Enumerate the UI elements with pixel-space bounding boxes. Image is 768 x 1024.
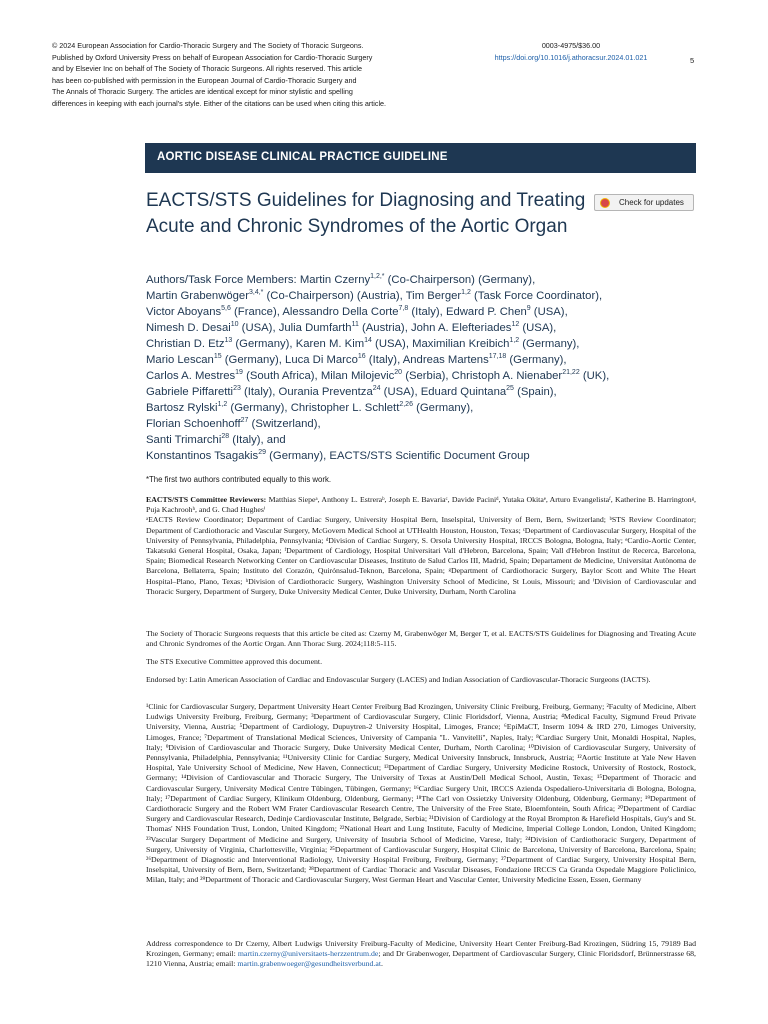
authors-group: EACTS/STS Scientific Document Group: [329, 450, 530, 462]
author-role: (Germany): [266, 450, 324, 462]
author-role: (Germany): [227, 402, 285, 414]
author-name: Julia Dumfarth: [278, 322, 352, 334]
author-affiliation-marker: 13: [224, 337, 233, 345]
author-entry: [279, 322, 405, 334]
author-role: (Switzerland): [248, 418, 318, 430]
crossmark-icon: [600, 198, 610, 208]
author-affiliation-marker: 11: [351, 321, 359, 329]
email-link-czerny[interactable]: martin.czerny@universitaets-herzzentrum.de: [237, 949, 379, 959]
citation-request: The Society of Thoracic Surgeons requests that this article be cited as: Czerny M, Grabenwöger M, Berger T, et al. EACTS/STS Guidelines for Diagnosing and Treating Acute and Chronic Syndromes of the Aortic Organ. Ann Thorac Surg. 2024;118:5-115.: [146, 629, 696, 649]
author-name: Florian Schoenhoff: [146, 418, 241, 430]
author-name: Ourania Preventza: [278, 386, 373, 398]
email-link-grabenwoger[interactable]: martin.grabenwoeger@gesundheitsverbund.at: [237, 959, 382, 969]
author-entry: [452, 370, 606, 382]
author-affiliation-marker: 2,26: [399, 401, 413, 409]
correspondence-text-2: ; and Dr Grabenwoger, Department of Cardiovascular Surgery, Clinic Floridsdorf, Brünnerstrasse 68, 1210 Vienna, Austria; email:: [146, 949, 696, 969]
author-role: (Serbia): [402, 370, 446, 382]
author-name: Nimesh D. Desai: [146, 322, 231, 334]
copyright-line: Published by Oxford University Press on behalf of European Association for Cardio-Thoracic Surgery: [52, 52, 373, 62]
section-banner: [145, 143, 696, 173]
author-entry: [146, 322, 272, 334]
author-role: (USA): [530, 306, 565, 318]
author-name: Gabriele Piffaretti: [146, 386, 234, 398]
author-entry: [146, 386, 272, 398]
author-name: Alessandro Della Corte: [282, 306, 399, 318]
author-name: Martin Grabenwöger: [146, 290, 249, 302]
author-affiliation-marker: 28: [221, 433, 230, 441]
issn-price: 0003-4975/$36.00: [541, 41, 601, 50]
correspondence-text: Address correspondence to Dr Czerny, Albert Ludwigs University Freiburg-Faculty of Medicine, University Heart Center Freiburg-Bad Krozingen, Südring 15, 79189 Bad Krozingen, Germany; email:: [146, 939, 696, 959]
author-affiliation-marker: 24: [372, 385, 381, 393]
author-affiliation-marker: 16: [357, 353, 366, 361]
author-role: (USA): [371, 338, 406, 350]
author-name: Christoph A. Nienaber: [451, 370, 563, 382]
author-name: Christian D. Etz: [146, 338, 225, 350]
copyright-line: differences in keeping with each journal's style. Either of the citations can be used when citing this article.: [52, 98, 387, 108]
banner-label: AORTIC DISEASE CLINICAL PRACTICE GUIDELINE: [157, 151, 448, 163]
copyright-line: and by Elsevier Inc on behalf of The Society of Thoracic Surgeons. All rights reserved. This article: [52, 64, 363, 73]
endorsement-note: Endorsed by: Latin American Association of Cardiac and Endovascular Surgery (LACES) and Indian Association of Cardiovascular-Thoracic Surgeons (IACTS).: [146, 675, 651, 684]
author-name: Milan Milojevic: [320, 370, 395, 382]
author-entry: [279, 386, 415, 398]
author-entry: [146, 290, 400, 302]
copyright-line: has been co-published with permission in the European Journal of Cardio-Thoracic Surgery and: [52, 75, 357, 85]
approval-note: The STS Executive Committee approved this document.: [146, 657, 323, 666]
reviewers-label: EACTS/STS Committee Reviewers:: [146, 495, 267, 504]
author-affiliation-marker: 20: [394, 369, 403, 377]
author-name: Maximilian Kreibich: [412, 338, 510, 350]
author-entry: [146, 402, 284, 414]
author-name: Victor Aboyans: [146, 306, 222, 318]
author-role: (Co-Chairperson) (Austria): [263, 290, 400, 302]
author-entry: [446, 306, 565, 318]
author-name: Bartosz Rylski: [146, 402, 218, 414]
author-name: Edward P. Chen: [445, 306, 527, 318]
page-number: 5: [690, 56, 695, 65]
author-affiliation-marker: 1,2: [509, 337, 520, 345]
author-list: Authors/Task Force Members: Martin Czerny$^{1,2,*}$ (Co-Chairperson) (Germany), Martin Grabenwöger$^{3,4,*}$ (Co-Chairperson) (Austria), Tim Berger$^{1,2}$ (Task Force Coordinator), Victor Aboyans$^{5,6}$ (France), Alessandro Della Corte$^{7,8}$ (Italy), Edward P. Chen$^9$ (USA), Nimesh D. Desai$^{10}$ (USA), Julia Dumfarth$^{11}$ (Austria), John A. Elefteriades$^{12}$ (USA), Christian D. Etz$^{13}$ (Germany), Karen M. Kim$^{14}$ (USA), Maximilian Kreibich$^{1,2}$ (Germany), Mario Lescan$^{15}$ (Germany), Luca Di Marco$^{16}$ (Italy), Andreas Martens$^{17,18}$ (Germany), Carlos A. Mestres$^{19}$ (South Africa), Milan Milojevic$^{20}$ (Serbia), Christoph A. Nienaber$^{21,22}$ (UK), Gabriele Piffaretti$^{23}$ (Italy), Ourania Preventza$^{24}$ (USA), Eduard Quintana$^{25}$ (Spain), Bartosz Rylski$^{1,2}$ (Germany), Christopher L. Schlett$^{2,26}$ (Germany), Florian Schoenhoff$^{27}$ (Switzerland), Santi Trimarchi$^{28}$ (Italy), and Konstantinos Tsagakis$^{29}$ (Germany), EACTS/STS Scientific Document Group: [146, 273, 610, 462]
author-entry: [146, 306, 277, 318]
copyright-line: The Annals of Thoracic Surgery. The articles are identical except for minor stylistic and spelling: [52, 87, 353, 96]
reviewers-names: Matthias Siepeᵃ, Anthony L. Estreraᵇ, Joseph E. Bavariaᶜ, Davide Paciniᵈ, Yutaka Okitaᵉ, Arturo Evangelistaᶠ, Katherine B. Harringtonᵍ, Puja Kachroohʰ, and G. Chad Hughesⁱ: [146, 495, 696, 515]
correspondence-end: .: [381, 959, 383, 969]
author-role: (Germany): [506, 354, 564, 366]
author-affiliation-marker: 14: [364, 337, 372, 345]
author-entry: [321, 370, 446, 382]
author-name: Tim Berger: [405, 290, 462, 302]
author-name: Karen M. Kim: [295, 338, 365, 350]
check-for-updates-button[interactable]: [594, 194, 694, 211]
author-entry: [146, 338, 289, 350]
author-role: (Germany): [232, 338, 290, 350]
authors-label: Authors/Task Force Members:: [146, 274, 300, 286]
author-name: Andreas Martens: [402, 354, 489, 366]
author-affiliation-marker: 10: [230, 321, 239, 329]
author-entry: [300, 274, 532, 286]
author-entry: [412, 338, 576, 350]
author-role: (Germany): [221, 354, 279, 366]
author-name: Carlos A. Mestres: [146, 370, 236, 382]
author-name: Mario Lescan: [146, 354, 214, 366]
author-entry: [146, 450, 323, 462]
author-affiliation-marker: 17,18: [488, 353, 507, 361]
author-role: (Spain): [513, 386, 554, 398]
author-role: (Germany): [412, 402, 471, 414]
author-affiliation-marker: 29: [258, 449, 266, 457]
copyright-line: © 2024 European Association for Cardio-Thoracic Surgery and The Society of Thoracic Surgeons.: [52, 41, 364, 50]
author-role: (UK): [579, 370, 607, 382]
author-affiliation-marker: 3,4,*: [248, 289, 264, 297]
author-affiliation-marker: 1,2,*: [370, 273, 385, 281]
author-name: John A. Elefteriades: [410, 322, 512, 334]
author-name: Luca Di Marco: [285, 354, 358, 366]
author-affiliation-marker: 1,2: [461, 289, 471, 297]
author-entry: [285, 354, 397, 366]
author-affiliation-marker: 5,6: [221, 305, 231, 313]
author-entry: [406, 290, 599, 302]
author-affiliation-marker: 7,8: [398, 305, 409, 313]
author-name: Santi Trimarchi: [146, 434, 222, 446]
issn-block: [470, 40, 672, 63]
author-entry: [421, 386, 554, 398]
committee-reviewers: [146, 495, 696, 597]
author-affiliation-marker: 9: [526, 305, 531, 313]
author-name: Christopher L. Schlett: [290, 402, 400, 414]
author-entry: [146, 434, 261, 446]
correspondence-address: [146, 939, 696, 970]
author-role: (USA): [519, 322, 554, 334]
author-affiliation-marker: 12: [511, 321, 520, 329]
author-name: Konstantinos Tsagakis: [146, 450, 259, 462]
author-role: (France): [230, 306, 277, 318]
author-entry: [411, 322, 553, 334]
check-for-updates-label: Check for updates: [619, 198, 684, 207]
equal-contribution-note: *The first two authors contributed equally to this work.: [146, 475, 332, 484]
author-role: (Italy): [365, 354, 398, 366]
author-role: (Co-Chairperson) (Germany): [384, 274, 533, 286]
copyright-notice: [52, 40, 472, 109]
author-role: (Italy): [240, 386, 273, 398]
author-entry: [403, 354, 564, 366]
author-entry: [146, 354, 279, 366]
author-affiliation-marker: 23: [233, 385, 241, 393]
doi-link[interactable]: https://doi.org/10.1016/j.athoracsur.2024.01.021: [494, 52, 648, 62]
author-role: (Italy): [408, 306, 440, 318]
author-name: Martin Czerny: [299, 274, 371, 286]
author-role: (USA): [238, 322, 273, 334]
author-affiliation-marker: 19: [235, 369, 243, 377]
author-role: (Germany): [519, 338, 577, 350]
author-affiliation-marker: 25: [506, 385, 514, 393]
author-role: (Task Force Coordinator): [470, 290, 599, 302]
author-entry: [296, 338, 406, 350]
author-affiliation-marker: 15: [213, 353, 222, 361]
author-affiliation-marker: 27: [240, 417, 249, 425]
article-title: EACTS/STS Guidelines for Diagnosing and Treating Acute and Chronic Syndromes of the Aortic Organ: [146, 190, 586, 237]
author-affiliation-marker: 21,22: [562, 369, 580, 377]
author-role: (South Africa): [242, 370, 315, 382]
author-entry: [146, 370, 315, 382]
author-entry: [282, 306, 439, 318]
author-role: (Italy): [229, 434, 261, 446]
author-affiliations: ¹Clinic for Cardiovascular Surgery, Department University Heart Center Freiburg Bad Krozingen, University Clinic Freiburg, Freiburg, Germany; ²Faculty of Medicine, Albert Ludwigs University Freiburg, Freiburg, Germany; ³Department of Cardiovascular Surgery, Clinic Floridsdorf, Vienna, Austria; ⁴Medical Faculty, Sigmund Freud Private University, Vienna, Austria; ⁵Department of Cardiology, Dupuytren-2 University Hospital, Limoges, France; ⁶EpiMaCT, Inserm 1094 & IRD 270, Limoges University, Limoges, France; ⁷Department of Translational Medical Sciences, University of Campania "L. Vanvitelli", Naples, Italy; ⁸Cardiac Surgery Unit, Monaldi Hospital, Naples, Italy; ⁹Division of Cardiovascular and Thoracic Surgery, Duke University Medical Center, Durham, North Carolina; ¹⁰Division of Cardiovascular Surgery, University of Pennsylvania, Philadelphia, Pennsylvania; ¹¹University Clinic for Cardiac Surgery, Medical University Innsbruck, Innsbruck, Austria; ¹²Aortic Institute at Yale New Haven Hospital, Yale University School of Medicine, New Haven, Connecticut; ¹³Department of Cardiac Surgery, University Medicine Rostock, University of Rostock, Rostock, Germany; ¹⁴Division of Cardiovascular and Thoracic Surgery, The University of Texas at Austin/Dell Medical School, Austin, Texas; ¹⁵Department of Thoracic and Cardiovascular Surgery, University Medical Centre Tübingen, Tübingen, Germany; ¹⁶Cardiac Surgery Unit, IRCCS Azienda Ospedaliero-Universitaria di Bologna, Bologna, Italy; ¹⁷Department of Cardiac Surgery, Klinikum Oldenburg, Oldenburg, Germany; ¹⁸The Carl von Ossietzky University Oldenburg, Oldenburg, Germany; ¹⁹Department of Cardiothoracic Surgery and the Robert WM Frater Cardiovascular Research Centre, The University of the Free State, Bloemfontein, South Africa; ²⁰Department of Cardiac Surgery and Cardiovascular Research, Dedinje Cardiovascular Institute, Belgrade, Serbia; ²¹Division of Cardiology at the Royal Brompton & Harefield Hospitals, Guy's and St. Thomas' NHS Foundation Trust, London, United Kingdom; ²²National Heart and Lung Institute, Faculty of Medicine, Imperial College London, London, United Kingdom; ²³Vascular Surgery Department of Medicine and Surgery, University of Insubria School of Medicine, Varese, Italy; ²⁴Division of Cardiothoracic Surgery, Department of Surgery, University of Virginia, Charlottesville, Virginia; ²⁵Department of Cardiovascular Surgery, Hospital Clinic de Barcelona, University of Barcelona, Barcelona, Spain; ²⁶Department of Diagnostic and Interventional Radiology, University Hospital Freiburg, Freiburg, Germany; ²⁷Department of Cardiac Surgery, University Hospital Bern, Inselspital, University of Bern, Bern, Switzerland; ²⁸Department of Cardiac Thoracic and Vascular Diseases, Fondazione IRCCS Ca Granda Ospedale Maggiore Policlinico, Milan, Italy; and ²⁹Department of Thoracic and Cardiovascular Surgery, West German Heart and Vascular Center, University Medicine Essen, Essen, Germany: [146, 702, 696, 885]
author-entry: [146, 418, 317, 430]
author-role: (USA): [380, 386, 415, 398]
author-affiliation-marker: 1,2: [217, 401, 228, 409]
author-name: Eduard Quintana: [420, 386, 507, 398]
author-role: (Austria): [358, 322, 405, 334]
author-entry: [291, 402, 470, 414]
reviewers-affiliations: ᵃEACTS Review Coordinator; Department of Cardiac Surgery, University Hospital Bern, Inselspital, University of Bern, Bern, Switzerland; ᵇSTS Review Coordinator; Department of Cardiothoracic and Vascular Surgery, McGovern Medical School at UTHealth Houston, Houston, Texas; ᶜDepartment of Cardiovascular Surgery, Hospital of the University of Pennsylvania, Philadelphia, Pennsylvania; ᵈDivision of Cardiac Surgery, S. Orsola University Hospital, IRCCS Bologna, Bologna, Italy; ᵉCardio-Aortic Center, Takatsuki General Hospital, Osaka, Japan; ᶠDepartment of Cardiology, Hospital Universitari Vall d'Hebron, Barcelona, Spain; Vall d'Hebron Institut de Recerca, Barcelona, Spain; Biomedical Research Networking Center on Cardiovascular Diseases, Instituto de Salud Carlos III, Madrid, Spain; Departament de Medicine, Universitat Autònoma de Barcelona, Bellaterra, Spain; Instituto del Corazón, Quirónsalud-Teknon, Barcelona, Spain; ᵍDepartment of Cardiothoracic Surgery, Baylor Scott and White The Heart Hospital–Plano, Plano, Texas; ʰDivision of Cardiothoracic Surgery, Washington University School of Medicine, St Louis, Missouri; and ⁱDivision of Cardiovascular and Thoracic Surgery, Department of Surgery, Duke University Medical Center, Duke University, Durham, North Carolina: [146, 515, 696, 596]
